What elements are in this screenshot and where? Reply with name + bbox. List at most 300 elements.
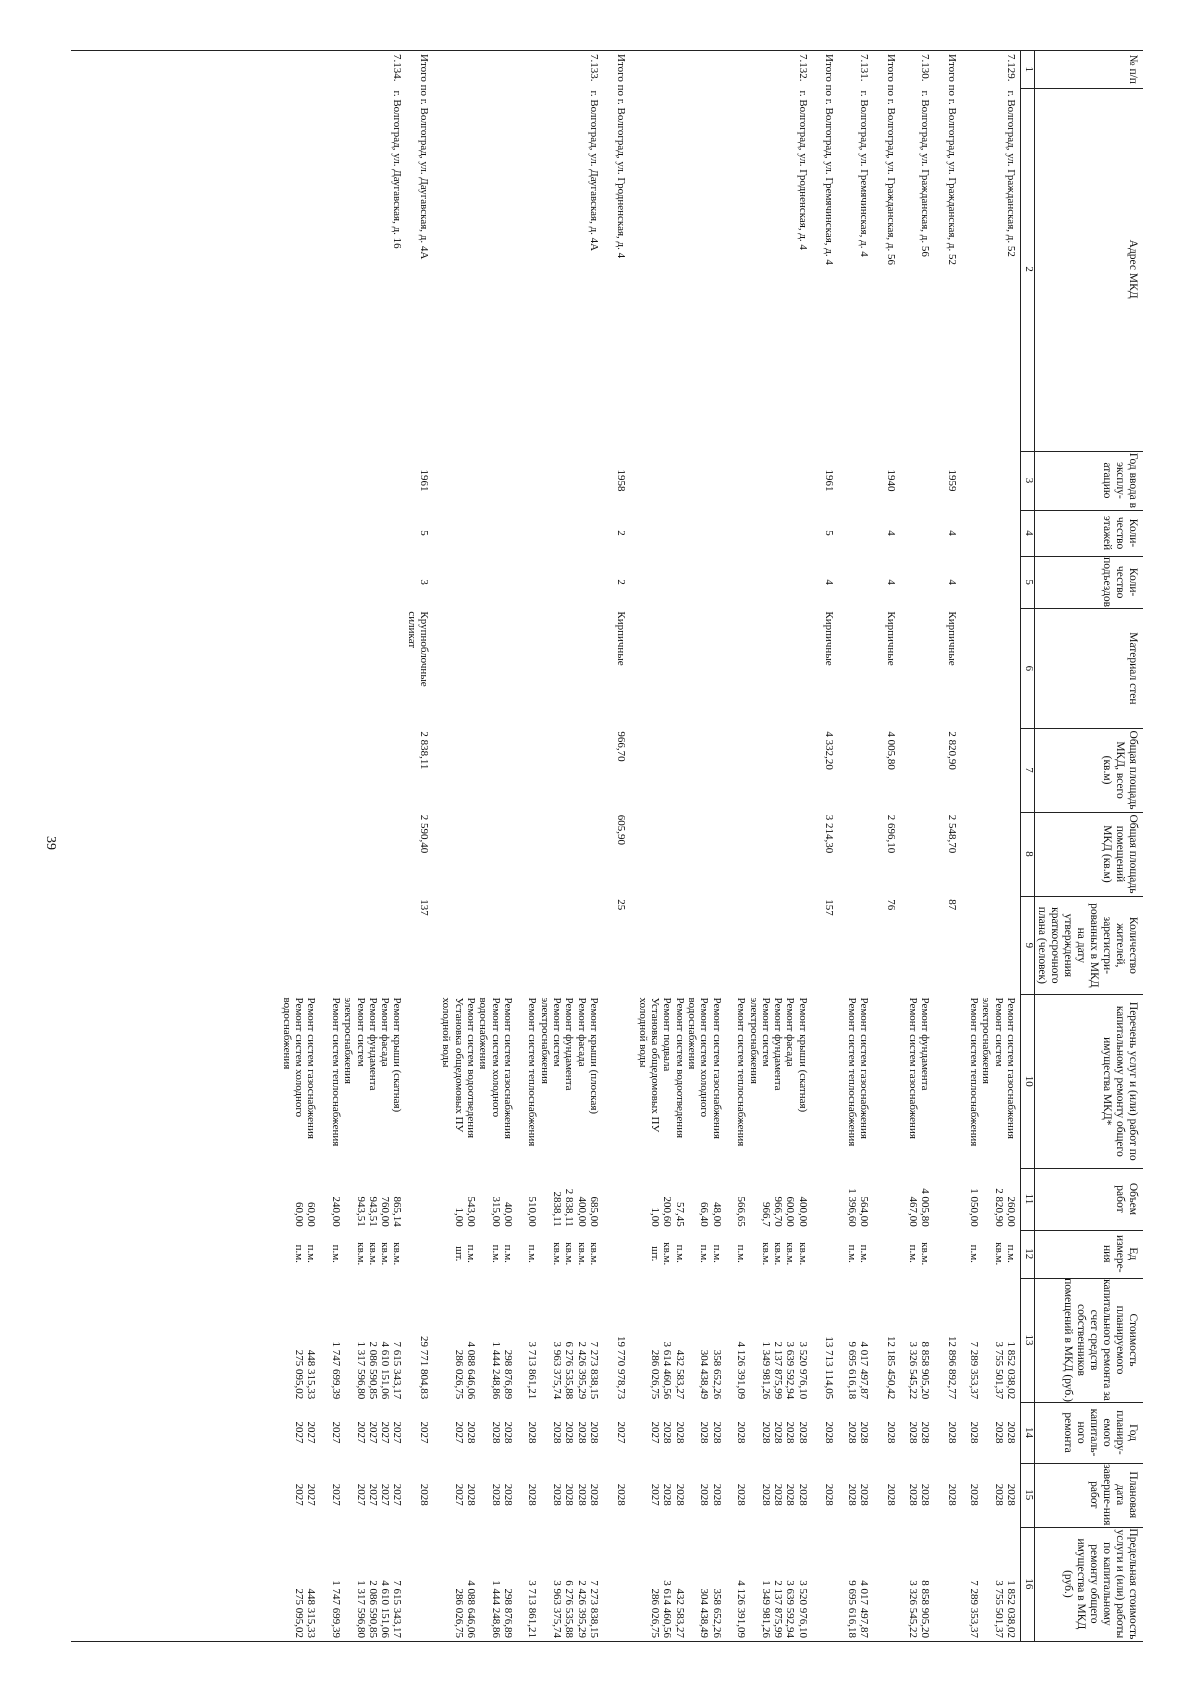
completion-date: 2028 <box>735 1483 748 1506</box>
completion-date: 2028 <box>465 1483 477 1506</box>
header-area-rooms: Общая площадь помещений МКД (кв.м) <box>1101 814 1139 894</box>
address: г. Волгоград, ул. Гражданская, д. 56 <box>919 90 932 257</box>
max-cost: 1 317 596,80 <box>354 1580 367 1638</box>
max-cost: 298 876,89 <box>501 1588 514 1638</box>
repair-year: 2027 <box>452 1421 465 1444</box>
work-unit: п.м. <box>305 1244 318 1263</box>
header-max-cost: Предельная стоимость услуги и (или) работы по капитальному ремонту общего имущества в МКД (руб.) <box>1062 1528 1139 1640</box>
work-item: водоснабжения <box>686 997 699 1070</box>
repair-year: 2028 <box>845 1421 858 1444</box>
repair-year: 2028 <box>796 1421 809 1444</box>
work-item: холодной воды <box>636 997 649 1068</box>
column-number: 12 <box>1023 1248 1035 1260</box>
work-item: Ремонт систем газоснабжения <box>305 997 318 1139</box>
work-unit: п.м. <box>735 1244 748 1263</box>
completion-date: 2028 <box>884 1483 897 1506</box>
work-cost: 3 713 861,21 <box>526 1341 539 1400</box>
completion-date: 2028 <box>661 1483 674 1506</box>
work-cost: 2 426 395,29 <box>575 1341 588 1400</box>
max-cost: 286 026,75 <box>452 1588 465 1638</box>
work-cost: 3 755 501,37 <box>992 1341 1005 1400</box>
work-volume: 315,00 <box>489 1196 502 1227</box>
completion-date: 2028 <box>992 1483 1005 1506</box>
repair-year: 2028 <box>968 1421 981 1444</box>
work-unit: п.м. <box>330 1244 342 1263</box>
row-number: 7.132. <box>796 54 809 82</box>
work-item: холодной воды <box>440 997 453 1068</box>
repair-year: 2028 <box>884 1421 897 1444</box>
work-unit: кв.м. <box>992 1242 1005 1266</box>
max-cost: 3 614 460,56 <box>661 1580 674 1638</box>
repair-year: 2028 <box>823 1421 836 1444</box>
max-cost: 7 273 838,15 <box>588 1580 600 1638</box>
work-volume: 40,00 <box>501 1202 514 1227</box>
repair-year: 2028 <box>759 1421 772 1444</box>
column-number: 15 <box>1023 1489 1035 1501</box>
wall-material: Кирпичные <box>823 611 836 666</box>
repair-year: 2028 <box>465 1421 477 1444</box>
residents: 87 <box>945 899 958 911</box>
work-unit: кв.м. <box>919 1242 932 1266</box>
work-unit: п.м. <box>293 1244 306 1263</box>
work-item: Установка общедомовых ПУ <box>452 997 465 1133</box>
repair-year: 2027 <box>418 1421 431 1444</box>
repair-year: 2027 <box>293 1421 306 1444</box>
work-cost: 432 583,27 <box>673 1349 686 1400</box>
repair-year: 2028 <box>489 1421 502 1444</box>
year-built: 1958 <box>614 469 627 492</box>
entrances-count: 4 <box>945 579 958 585</box>
work-cost: 19 770 978,73 <box>614 1336 627 1400</box>
work-item: электроснабжения <box>538 997 551 1084</box>
work-volume: 260,00 <box>1005 1196 1017 1227</box>
work-item: Ремонт систем теплоснабжения <box>968 997 981 1147</box>
repair-year: 2028 <box>735 1421 748 1444</box>
work-cost: 2 086 590,85 <box>366 1341 379 1400</box>
column-divider <box>1021 510 1143 511</box>
max-cost: 358 652,26 <box>710 1588 723 1638</box>
work-item: Ремонт систем водоотведения <box>465 997 477 1139</box>
completion-date: 2027 <box>452 1483 465 1506</box>
year-built: 1940 <box>884 469 897 492</box>
max-cost: 432 583,27 <box>673 1588 686 1638</box>
total-address: Итого по г. Волгоград, ул. Даугавская, д. 4А <box>418 54 431 260</box>
work-volume: 865,14 <box>391 1196 404 1227</box>
header-completion-date: Плановая дата заверше-ния работ <box>1088 1464 1139 1526</box>
address: г. Волгоград, ул. Даугавская, д. 16 <box>391 90 404 249</box>
residents: 76 <box>884 899 897 911</box>
column-number: 6 <box>1023 665 1035 672</box>
work-volume: 1,00 <box>452 1207 465 1227</box>
work-unit: кв.м. <box>551 1242 564 1266</box>
column-divider <box>1021 1402 1143 1403</box>
work-volume: 66,40 <box>698 1202 711 1227</box>
work-volume: 60,00 <box>305 1202 318 1227</box>
completion-date: 2028 <box>784 1483 797 1506</box>
work-item: Ремонт систем <box>551 997 564 1067</box>
row-number: 7.134. <box>391 54 404 82</box>
work-volume: 600,00 <box>784 1196 797 1227</box>
capital-repair-table <box>71 50 1143 1642</box>
work-cost: 448 315,33 <box>305 1349 318 1400</box>
repair-year: 2028 <box>501 1421 514 1444</box>
year-built: 1961 <box>823 469 836 492</box>
row-number: 7.131. <box>858 54 870 82</box>
max-cost: 3 755 501,37 <box>992 1580 1005 1638</box>
work-item: Ремонт систем газоснабжения <box>501 997 514 1139</box>
max-cost: 7 289 353,37 <box>968 1580 981 1638</box>
max-cost: 9 695 616,18 <box>845 1580 858 1638</box>
work-item: Ремонт крыши (скатная) <box>391 997 404 1113</box>
work-item: электроснабжения <box>980 997 993 1084</box>
repair-year: 2027 <box>305 1421 318 1444</box>
work-volume: 760,00 <box>379 1196 392 1227</box>
max-cost: 4 088 646,06 <box>465 1580 477 1638</box>
work-volume: 943,51 <box>354 1196 367 1227</box>
repair-year: 2028 <box>992 1421 1005 1444</box>
area-rooms: 3 214,30 <box>823 814 836 854</box>
completion-date: 2028 <box>772 1483 785 1506</box>
work-cost: 1 444 248,86 <box>489 1341 502 1400</box>
floors-count: 5 <box>823 530 836 536</box>
work-volume: 566,65 <box>735 1196 748 1227</box>
work-item: Ремонт систем газоснабжения <box>858 997 870 1139</box>
work-volume: 966,70 <box>772 1196 785 1227</box>
work-unit: кв.м. <box>391 1242 404 1266</box>
column-divider <box>1021 994 1143 995</box>
work-unit: п.м. <box>489 1244 502 1263</box>
work-cost: 1 747 699,39 <box>330 1341 342 1400</box>
column-number: 9 <box>1023 942 1035 949</box>
work-volume: 467,00 <box>906 1196 919 1227</box>
work-item: Ремонт фундамента <box>772 997 785 1091</box>
max-cost: 3 326 545,22 <box>906 1580 919 1638</box>
entrances-count: 4 <box>884 579 897 585</box>
work-item: водоснабжения <box>477 997 490 1070</box>
repair-year: 2028 <box>563 1421 576 1444</box>
work-unit: кв.м. <box>575 1242 588 1266</box>
completion-date: 2027 <box>305 1483 318 1506</box>
max-cost: 2 137 875,99 <box>772 1580 785 1638</box>
work-item: Ремонт систем холодного <box>293 997 306 1118</box>
address: г. Волгоград, ул. Даугавская, д. 4А <box>588 90 600 252</box>
work-volume: 2 838,11 <box>563 1188 576 1227</box>
max-cost: 4 610 151,06 <box>379 1580 392 1638</box>
row-number: 7.129. <box>1005 54 1017 82</box>
max-cost: 4 017 497,87 <box>858 1580 870 1638</box>
address: г. Волгоград, ул. Гражданская, д. 52 <box>1005 90 1017 257</box>
work-item: Ремонт систем газоснабжения <box>1005 997 1017 1139</box>
wall-material: Кирпичные <box>884 611 897 666</box>
completion-date: 2028 <box>614 1483 627 1506</box>
wall-material: Кирпичные <box>945 611 958 666</box>
work-unit: кв.м. <box>784 1242 797 1266</box>
year-built: 1961 <box>418 469 431 492</box>
column-number: 7 <box>1023 767 1035 773</box>
work-cost: 7 289 353,37 <box>968 1341 981 1400</box>
work-volume: 400,00 <box>796 1196 809 1227</box>
work-unit: п.м. <box>968 1244 981 1263</box>
work-unit: п.м. <box>501 1244 514 1263</box>
work-cost: 304 438,49 <box>698 1349 711 1400</box>
column-divider <box>1021 608 1143 609</box>
max-cost: 1 747 699,39 <box>330 1580 342 1638</box>
work-cost: 12 896 892,77 <box>945 1336 958 1400</box>
completion-date: 2028 <box>551 1483 564 1506</box>
column-number: 11 <box>1023 1193 1035 1205</box>
work-item: электроснабжения <box>747 997 760 1084</box>
work-cost: 4 088 646,06 <box>465 1341 477 1400</box>
column-divider <box>1021 556 1143 557</box>
completion-date: 2028 <box>968 1483 981 1506</box>
work-cost: 7 273 838,15 <box>588 1341 600 1400</box>
work-item: Ремонт систем <box>992 997 1005 1067</box>
max-cost: 3 713 861,21 <box>526 1580 539 1638</box>
work-cost: 1 852 038,02 <box>1005 1341 1017 1400</box>
completion-date: 2027 <box>649 1483 662 1506</box>
repair-year: 2028 <box>945 1421 958 1444</box>
column-number: 2 <box>1023 266 1035 272</box>
header-repair-year: Год планиру-емого капиталь-ного ремонта <box>1062 1408 1139 1457</box>
work-unit: п.м. <box>673 1244 686 1263</box>
residents: 25 <box>614 899 627 911</box>
wall-material: Крупноблочные силикат <box>405 611 431 687</box>
work-cost: 275 095,02 <box>293 1349 306 1400</box>
completion-date: 2027 <box>354 1483 367 1506</box>
completion-date: 2027 <box>391 1483 404 1506</box>
repair-year: 2028 <box>698 1421 711 1444</box>
entrances-count: 2 <box>614 579 627 585</box>
header-unit: Ед измере-ния <box>1101 1234 1139 1273</box>
work-cost: 1 317 596,80 <box>354 1341 367 1400</box>
repair-year: 2028 <box>575 1421 588 1444</box>
repair-year: 2028 <box>710 1421 723 1444</box>
work-item: Ремонт фундамента <box>366 997 379 1091</box>
address: г. Волгоград, ул. Гремячинская, д. 4 <box>858 90 870 257</box>
column-number: 14 <box>1023 1427 1035 1439</box>
total-address: Итого по г. Волгоград, ул. Гродненская, д. 4 <box>614 54 627 259</box>
repair-year: 2027 <box>614 1421 627 1444</box>
work-item: водоснабжения <box>280 997 293 1070</box>
completion-date: 2028 <box>796 1483 809 1506</box>
work-item: Ремонт фасада <box>784 997 797 1067</box>
work-cost: 12 185 450,42 <box>884 1336 897 1400</box>
column-number: 10 <box>1023 1075 1035 1087</box>
work-cost: 7 615 343,17 <box>391 1341 404 1400</box>
work-volume: 564,00 <box>858 1196 870 1227</box>
max-cost: 286 026,75 <box>649 1588 662 1638</box>
year-built: 1959 <box>945 469 958 492</box>
column-divider <box>1021 1527 1143 1528</box>
work-cost: 3 326 545,22 <box>906 1341 919 1400</box>
area-rooms: 2 696,10 <box>884 814 897 854</box>
repair-year: 2027 <box>649 1421 662 1444</box>
work-volume: 1 050,00 <box>968 1188 981 1227</box>
area-rooms: 2 590,40 <box>418 814 431 854</box>
work-volume: 1 396,60 <box>845 1188 858 1227</box>
work-volume: 1,00 <box>649 1207 662 1227</box>
wall-material: Кирпичные <box>614 611 627 666</box>
work-cost: 8 858 905,20 <box>919 1341 932 1400</box>
work-item: Ремонт фасада <box>575 997 588 1067</box>
column-divider <box>1021 451 1143 452</box>
completion-date: 2028 <box>906 1483 919 1506</box>
floors-count: 4 <box>884 530 897 536</box>
repair-year: 2028 <box>673 1421 686 1444</box>
work-unit: п.м. <box>465 1244 477 1263</box>
completion-date: 2028 <box>526 1483 539 1506</box>
repair-year: 2028 <box>526 1421 539 1444</box>
work-item: Ремонт фасада <box>379 997 392 1067</box>
work-unit: п.м. <box>906 1244 919 1263</box>
area-rooms: 605,90 <box>614 814 627 845</box>
max-cost: 4 126 391,09 <box>735 1580 748 1638</box>
work-volume: 685,00 <box>588 1196 600 1227</box>
completion-date: 2028 <box>845 1483 858 1506</box>
header-cost: Стоимость планируемого капитального ремонта за счет средств собственников помещений в МКД (руб.) <box>1062 1278 1139 1402</box>
work-unit: шт. <box>649 1246 662 1262</box>
repair-year: 2027 <box>366 1421 379 1444</box>
repair-year: 2028 <box>906 1421 919 1444</box>
max-cost: 8 858 905,20 <box>919 1580 932 1638</box>
work-volume: 943,51 <box>366 1196 379 1227</box>
completion-date: 2028 <box>418 1483 431 1506</box>
area-total: 2 838,11 <box>418 731 431 770</box>
header-volume: Объем работ <box>1114 1182 1139 1216</box>
max-cost: 7 615 343,17 <box>391 1580 404 1638</box>
work-volume: 4 005,80 <box>919 1188 932 1227</box>
completion-date: 2028 <box>919 1483 932 1506</box>
completion-date: 2028 <box>501 1483 514 1506</box>
header-residents: Количество жителей, зарегистри-рованных в МКД на дату утверждения краткосрочного плана (человек) <box>1036 903 1139 988</box>
column-divider <box>1021 896 1143 897</box>
work-unit: п.м. <box>698 1244 711 1263</box>
work-cost: 286 026,75 <box>649 1349 662 1400</box>
work-cost: 286 026,75 <box>452 1349 465 1400</box>
completion-date: 2028 <box>945 1483 958 1506</box>
floors-count: 2 <box>614 530 627 536</box>
completion-date: 2028 <box>575 1483 588 1506</box>
work-cost: 1 349 981,26 <box>759 1341 772 1400</box>
work-volume: 400,00 <box>575 1196 588 1227</box>
work-unit: кв.м. <box>379 1242 392 1266</box>
area-total: 4 005,80 <box>884 731 897 770</box>
work-cost: 9 695 616,18 <box>845 1341 858 1400</box>
work-unit: п.м. <box>710 1244 723 1263</box>
work-cost: 3 520 976,10 <box>796 1341 809 1400</box>
work-volume: 510,00 <box>526 1196 539 1227</box>
completion-date: 2028 <box>563 1483 576 1506</box>
work-item: Ремонт крыши (скатная) <box>796 997 809 1113</box>
max-cost: 3 963 375,74 <box>551 1580 564 1638</box>
work-item: Ремонт систем водоотведения <box>673 997 686 1139</box>
page-number: 39 <box>43 836 58 850</box>
work-unit: кв.м. <box>661 1242 674 1266</box>
entrances-count: 3 <box>418 579 431 585</box>
work-cost: 3 639 592,94 <box>784 1341 797 1400</box>
work-unit: шт. <box>452 1246 465 1262</box>
max-cost: 6 276 535,88 <box>563 1580 576 1638</box>
max-cost: 3 520 976,10 <box>796 1580 809 1638</box>
entrances-count: 4 <box>823 579 836 585</box>
work-item: Ремонт систем газоснабжения <box>906 997 919 1139</box>
max-cost: 1 852 038,02 <box>1005 1580 1017 1638</box>
header-works-list: Перечень услуг и (или) работ по капитальному ремонту общего имущества МКД* <box>1101 1001 1139 1161</box>
work-item: Ремонт систем холодного <box>698 997 711 1118</box>
work-cost: 13 713 114,05 <box>823 1336 836 1400</box>
work-volume: 966,7 <box>759 1202 772 1227</box>
total-address: Итого по г. Волгоград, ул. Гражданская, д. 52 <box>945 54 958 266</box>
header-floors: Коли-чество этажей <box>1101 515 1139 551</box>
work-item: Ремонт фундамента <box>919 997 932 1091</box>
work-unit: п.м. <box>858 1244 870 1263</box>
work-item: Ремонт систем теплоснабжения <box>526 997 539 1147</box>
floors-count: 4 <box>945 530 958 536</box>
work-cost: 4 126 391,09 <box>735 1341 748 1400</box>
work-volume: 60,00 <box>293 1202 306 1227</box>
work-volume: 2 820,90 <box>992 1188 1005 1227</box>
repair-year: 2027 <box>379 1421 392 1444</box>
table-body <box>71 51 1021 1641</box>
column-number: 3 <box>1023 477 1035 484</box>
work-volume: 48,00 <box>710 1202 723 1227</box>
column-number: 16 <box>1023 1578 1035 1590</box>
work-unit: кв.м. <box>759 1242 772 1266</box>
header-entrances: Коли-чество подъездов <box>1101 557 1139 608</box>
floors-count: 5 <box>418 530 431 536</box>
max-cost: 304 438,49 <box>698 1588 711 1638</box>
max-cost: 1 349 981,26 <box>759 1580 772 1638</box>
work-volume: 57,45 <box>673 1202 686 1227</box>
work-cost: 4 017 497,87 <box>858 1341 870 1400</box>
work-unit: кв.м. <box>772 1242 785 1266</box>
work-unit: п.м. <box>526 1244 539 1263</box>
total-address: Итого по г. Волгоград, ул. Гремячинская, д. 4 <box>823 54 836 265</box>
work-item: Ремонт фундамента <box>563 997 576 1091</box>
max-cost: 275 095,02 <box>293 1588 306 1638</box>
work-volume: 543,00 <box>465 1196 477 1227</box>
work-item: Ремонт систем <box>354 997 367 1067</box>
column-divider <box>1021 812 1143 813</box>
completion-date: 2028 <box>858 1483 870 1506</box>
completion-date: 2027 <box>366 1483 379 1506</box>
work-item: Ремонт систем холодного <box>489 997 502 1118</box>
repair-year: 2027 <box>330 1421 342 1444</box>
total-address: Итого по г. Волгоград, ул. Гражданская, д. 56 <box>884 54 897 266</box>
header-address: Адрес МКД <box>1127 239 1139 299</box>
area-total: 4 332,20 <box>823 731 836 770</box>
column-divider <box>1021 88 1143 89</box>
completion-date: 2028 <box>1005 1483 1017 1506</box>
work-cost: 3 963 375,74 <box>551 1341 564 1400</box>
work-volume: 240,00 <box>330 1196 342 1227</box>
work-item: Установка общедомовых ПУ <box>649 997 662 1133</box>
work-cost: 298 876,89 <box>501 1349 514 1400</box>
work-cost: 4 610 151,06 <box>379 1341 392 1400</box>
repair-year: 2027 <box>391 1421 404 1444</box>
max-cost: 3 639 592,94 <box>784 1580 797 1638</box>
repair-year: 2028 <box>588 1421 600 1444</box>
row-number: 7.130. <box>919 54 932 82</box>
repair-year: 2028 <box>1005 1421 1017 1444</box>
work-unit: п.м. <box>845 1244 858 1263</box>
repair-year: 2028 <box>551 1421 564 1444</box>
work-item: Ремонт крыши (плоская) <box>588 997 600 1115</box>
work-unit: кв.м. <box>588 1242 600 1266</box>
work-item: Ремонт систем газоснабжения <box>710 997 723 1139</box>
completion-date: 2027 <box>379 1483 392 1506</box>
work-volume: 200,60 <box>661 1196 674 1227</box>
